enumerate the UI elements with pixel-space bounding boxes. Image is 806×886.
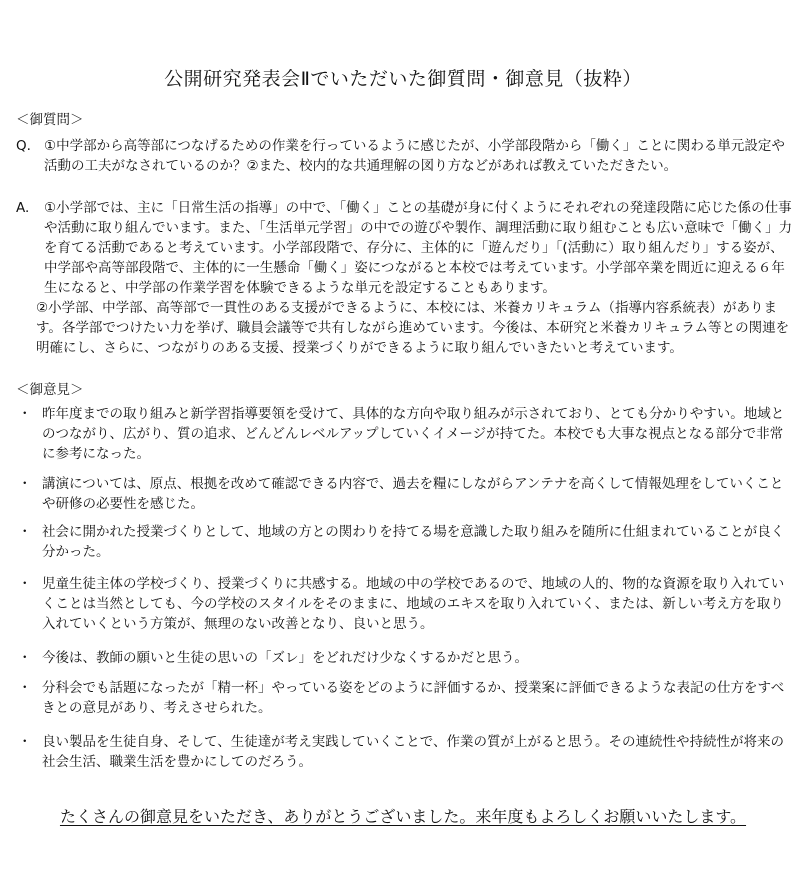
question-text: ①中学部から高等部につなげるための作業を行っているように感じたが、小学部段階から「働く」ことに関わる単元設定や活動の工夫がなされているのか？②また、校内的な共通理解の図り方などがあれば教えていただきたい。 [44, 138, 785, 174]
list-item [16, 522, 794, 562]
page-title: 公開研究発表会Ⅱでいただいた御質問・御意見（抜粋） [164, 68, 642, 90]
opinion-text: 講演については、原点、根拠を改めて確認できる内容で、過去を糧にしながらアンテナを高くして情報処理をしていくことや研修の必要性を感じた。 [42, 476, 784, 512]
answer-block [16, 198, 794, 358]
answer-part-1: ①小学部では、主に「日常生活の指導」の中で、「働く」ことの基礎が身に付くようにそれぞれの発達段階に応じた係の仕事や活動に取り組んでいます。また、「生活単元学習」の中での遊びや製作、調理活動に取り組むことも広い意味で「働く」力を育てる活動であると考えています。小学部段階で、存分に、主体的に「遊んだり」「(活動に）取り組んだり」する姿が、中学部や高等部段階で、主体的に一生懸命「働く」姿につながると本校では考えています。小学部卒業を間近に迎える６年生になると、中学部の作業学習を体験できるような単元を設定することもあります。 [44, 200, 793, 296]
bullet-icon: ・ [18, 650, 32, 666]
questions-heading: ＜御質問＞ [16, 112, 84, 128]
opinions-heading: ＜御意見＞ [16, 382, 84, 398]
opinion-text: 今後は、教師の願いと生徒の思いの「ズレ」をどれだけ少なくするかだと思う。 [42, 650, 528, 666]
opinion-text: 児童生徒主体の学校づくり、授業づくりに共感する。地域の中の学校であるので、地域の人的、物的な資源を取り入れていくことは当然としても、今の学校のスタイルをそのままに、地域のエキスを取り入れていく、または、新しい考え方を取り入れていくという方策が、無理のない改善となり、良いと思う。 [42, 576, 785, 632]
closing-message: たくさんの御意見をいただき、ありがとうございました。来年度もよろしくお願いいたします。 [59, 807, 747, 826]
bullet-icon: ・ [18, 524, 32, 540]
list-item [16, 732, 794, 772]
list-item [16, 678, 794, 718]
opinion-text: 分科会でも話題になったが「精一杯」やっている姿をどのように評価するか、授業案に評価できるような表記の仕方をすべきとの意見があり、考えさせられた。 [42, 680, 785, 716]
bullet-icon: ・ [18, 734, 32, 750]
opinion-text: 社会に開かれた授業づくりとして、地域の方との関わりを持てる場を意識した取り組みを随所に仕組まれていることが良く分かった。 [42, 524, 785, 560]
bullet-icon: ・ [18, 576, 32, 592]
list-item [16, 404, 794, 464]
bullet-icon: ・ [18, 476, 32, 492]
list-item [16, 474, 794, 514]
answer-part-2: ②小学部、中学部、高等部で一貫性のある支援ができるように、本校には、米養カリキュラム（指導内容系統表）があります。各学部でつけたい力を挙げ、職員会議等で共有しながら進めています。今後は、本研究と米養カリキュラム等との関連を明確にし、さらに、つながりのある支援、授業づくりができるように取り組んでいきたいと考えています。 [36, 300, 790, 356]
opinion-text: 良い製品を生徒自身、そして、生徒達が考え実践していくことで、作業の質が上がると思う。その連続性や持続性が将来の社会生活、職業生活を豊かにしてのだろう。 [42, 734, 784, 770]
list-item [16, 574, 794, 634]
list-item [16, 648, 794, 668]
answer-mark: A. [16, 200, 30, 216]
bullet-icon: ・ [18, 406, 32, 422]
question-block [16, 136, 794, 176]
question-mark: Q. [16, 138, 31, 154]
bullet-icon: ・ [18, 680, 32, 696]
opinion-text: 昨年度までの取り組みと新学習指導要領を受けて、具体的な方向や取り組みが示されており、とても分かりやすい。地域とのつながり、広がり、質の追求、どんどんレベルアップしていくイメージが持てた。本校でも大事な視点となる部分で非常に参考になった。 [42, 406, 785, 462]
